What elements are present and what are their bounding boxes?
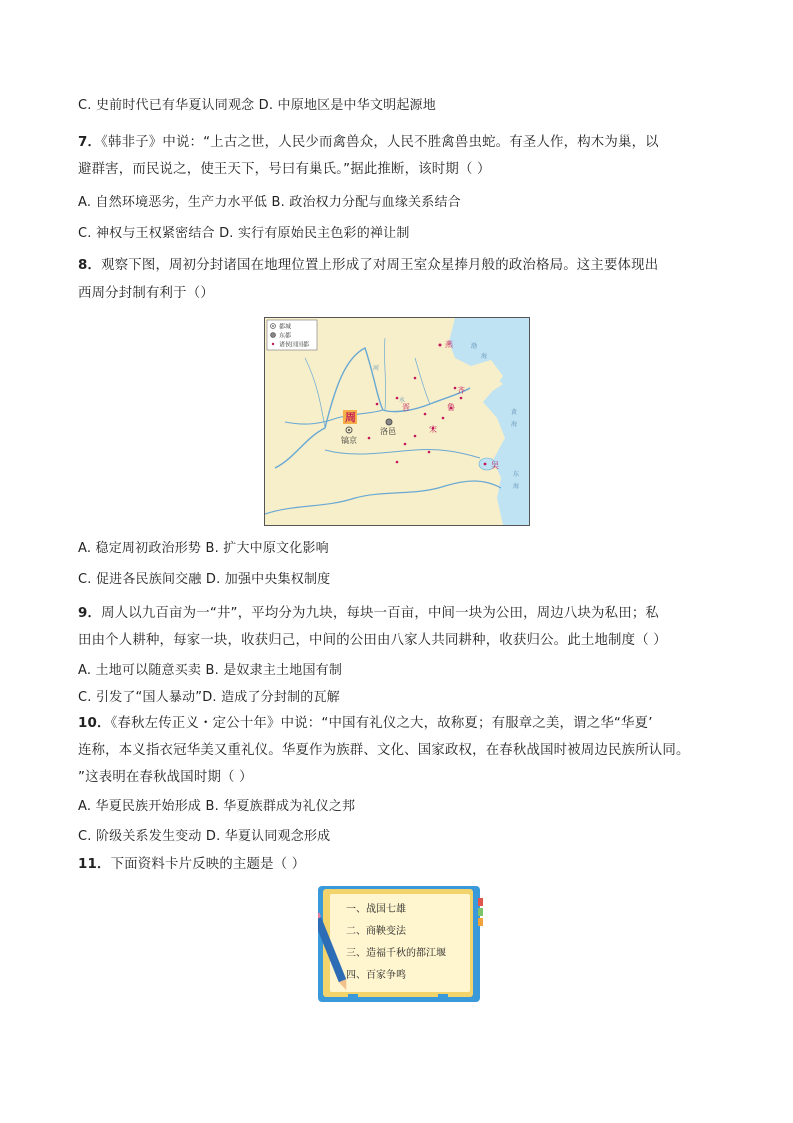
haojing-capital-icon-dot bbox=[348, 429, 350, 431]
q11-stem-line1 bbox=[78, 855, 305, 875]
fief-dot bbox=[454, 387, 457, 390]
q9-text1: 周人以九百亩为一“井”，平均分为九块，每块一百亩，中间一块为公田，周边八块为私田；私 bbox=[101, 606, 660, 621]
q9-stem-line1 bbox=[78, 604, 659, 624]
q8-number: 8． bbox=[78, 258, 102, 273]
card-item-4: 四、百家争鸣 bbox=[346, 970, 406, 981]
q8-options-ab: A. 稳定周初政治形势 B. 扩大中原文化影响 bbox=[78, 541, 329, 556]
map-svg bbox=[265, 318, 529, 525]
sea-label: 东 bbox=[513, 471, 520, 478]
card-tab bbox=[478, 898, 483, 906]
card-bottom-tab bbox=[438, 994, 448, 1002]
fief-dot bbox=[404, 443, 407, 446]
fief-dot bbox=[439, 344, 442, 347]
zhou-label: 周 bbox=[345, 411, 356, 424]
river-label: 水 bbox=[399, 397, 406, 404]
q8-stem-line1 bbox=[78, 256, 658, 276]
river-label: 河 bbox=[373, 365, 380, 372]
fief-dot bbox=[442, 417, 445, 420]
q7-options-cd: C. 神权与王权紧密结合 D. 实行有原始民主色彩的禅让制 bbox=[78, 226, 410, 241]
western-zhou-fief-map bbox=[264, 317, 530, 526]
q7-number: 7． bbox=[78, 135, 102, 150]
q10-stem-line3: ”这表明在春秋战国时期（ ） bbox=[78, 770, 253, 785]
q10-stem-line2: 连称，本义指衣冠华美又重礼仪。华夏作为族群、文化、国家政权，在春秋战国时被周边民族所认同。 bbox=[78, 743, 690, 758]
sea-label: 海 bbox=[513, 483, 520, 490]
q7-stem-line1 bbox=[78, 133, 659, 153]
yan-label: 燕 bbox=[445, 340, 453, 349]
q10-number: 10． bbox=[78, 716, 111, 731]
q7-options-ab: A. 自然环境恶劣，生产力水平低 B. 政治权力分配与血缘关系结合 bbox=[78, 195, 461, 210]
q9-number: 9． bbox=[78, 606, 102, 621]
lu-label: 鲁 bbox=[447, 403, 455, 412]
legend-fief-icon bbox=[272, 343, 274, 345]
legend-fief-label: 诸侯国国都 bbox=[279, 341, 310, 349]
card-item-1: 一、战国七雄 bbox=[346, 904, 406, 915]
q10-options-ab: A. 华夏民族开始形成 B. 华夏族群成为礼仪之邦 bbox=[78, 799, 356, 814]
q9-stem-line2: 田由个人耕种，每家一块，收获归己，中间的公田由八家人共同耕种，收获归公。此土地制度（ ） bbox=[78, 633, 667, 648]
luoyi-capital-icon bbox=[386, 419, 392, 425]
haojing-label: 镐京 bbox=[341, 436, 357, 445]
fief-dot bbox=[484, 463, 487, 466]
fief-dot bbox=[396, 397, 399, 400]
legend-east-capital-label: 东都 bbox=[279, 332, 292, 340]
fief-dot bbox=[460, 397, 463, 400]
luoyi-label: 洛邑 bbox=[380, 427, 396, 436]
q9-options-cd: C. 引发了“国人暴动”D. 造成了分封制的瓦解 bbox=[78, 690, 340, 705]
data-card-illustration bbox=[318, 884, 484, 1004]
fief-dot bbox=[414, 377, 417, 380]
q8-text1: 观察下图，周初分封诸国在地理位置上形成了对周王室众星捧月般的政治格局。这主要体现出 bbox=[101, 258, 659, 273]
card-bottom-tab bbox=[348, 994, 358, 1002]
legend-capital-label: 都城 bbox=[279, 323, 292, 331]
q10-text1: 《春秋左传正义・定公十年》中说：“中国有礼仪之大，故称夏；有服章之美，谓之华“华夏’ bbox=[110, 716, 653, 731]
q7-text1: 《韩非子》中说：“上古之世，人民少而禽兽众，人民不胜禽兽虫蛇。有圣人作，构木为巢，以 bbox=[101, 135, 659, 150]
card-item-3: 三、造福千秋的都江堰 bbox=[346, 948, 446, 959]
q11-number: 11． bbox=[78, 857, 111, 872]
q11-text1: 下面资料卡片反映的主题是（ ） bbox=[110, 857, 306, 872]
q10-stem-line1 bbox=[78, 714, 653, 734]
wu-label: 吴 bbox=[491, 461, 499, 470]
sea-label: 海 bbox=[481, 353, 488, 360]
q10-options-cd: C. 阶级关系发生变动 D. 华夏认同观念形成 bbox=[78, 829, 331, 844]
sea-label: 海 bbox=[511, 421, 518, 428]
fief-dot bbox=[396, 461, 399, 464]
data-card-svg bbox=[318, 884, 484, 1004]
song-label: 宋 bbox=[429, 425, 437, 434]
legend-capital-icon-dot bbox=[272, 325, 274, 327]
fief-dot bbox=[414, 435, 417, 438]
q8-options-cd: C. 促进各民族间交融 D. 加强中央集权制度 bbox=[78, 572, 331, 587]
fief-dot bbox=[428, 451, 431, 454]
card-tab bbox=[478, 908, 483, 916]
jin-label: 晋 bbox=[402, 403, 410, 412]
fief-dot bbox=[424, 413, 427, 416]
qi-label: 齐 bbox=[457, 386, 465, 395]
q9-options-ab: A. 土地可以随意买卖 B. 是奴隶主土地国有制 bbox=[78, 663, 343, 678]
fief-dot bbox=[368, 437, 371, 440]
card-item-2: 二、商鞅变法 bbox=[346, 926, 406, 937]
q7-stem-line2: 避群害，而民说之，使王天下，号曰有巢氏。”据此推断，该时期（ ） bbox=[78, 162, 491, 177]
q6-options-cd: C. 史前时代已有华夏认同观念 D. 中原地区是中华文明起源地 bbox=[78, 98, 436, 113]
sea-label: 渤 bbox=[471, 343, 478, 350]
card-tab bbox=[478, 918, 483, 926]
sea-label: 黄 bbox=[511, 409, 518, 416]
fief-dot bbox=[376, 403, 379, 406]
q8-stem-line2: 西周分封制有利于（） bbox=[78, 286, 214, 301]
legend-east-capital-icon bbox=[271, 333, 276, 338]
